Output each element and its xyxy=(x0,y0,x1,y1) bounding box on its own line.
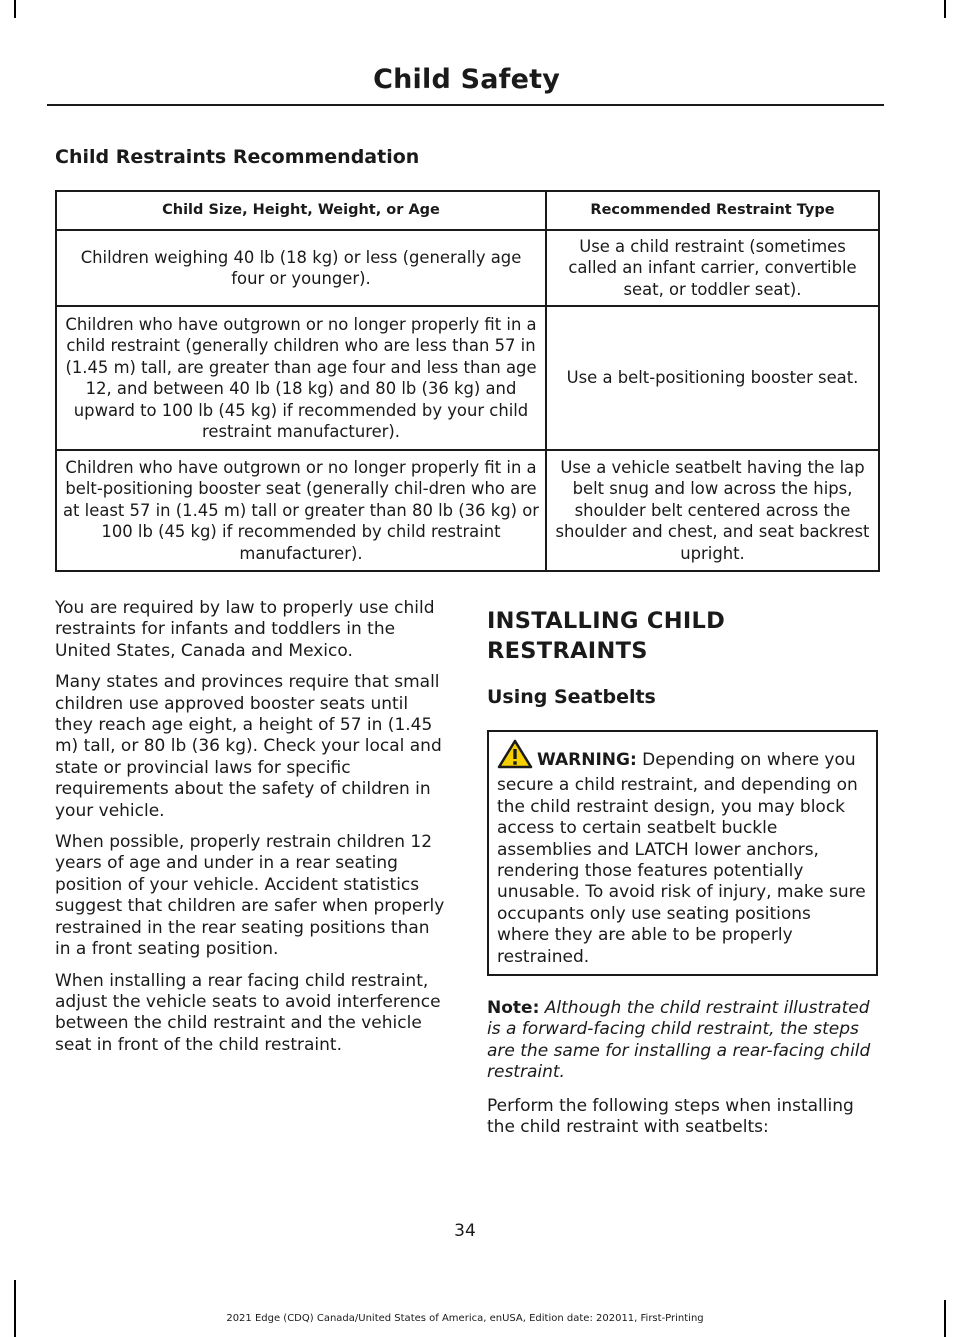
left-column xyxy=(55,598,450,1066)
table-cell-child-size: Children who have outgrown or no longer properly fit in a child restraint (generally children who are less than 57 in (1.45 m) tall, are greater than age four and less than age 12, and between 40 lb (18 kg) and 80 lb (36 kg) and upward to 100 lb (45 kg) if recommended by your child restraint manufacturer). xyxy=(56,306,546,450)
note-text: Although the child restraint illustrated is a forward-facing child restraint, the steps are the same for installing a rear-facing child restraint. xyxy=(487,998,871,1083)
crop-mark-top-right xyxy=(944,0,946,18)
section-heading-line2: RESTRAINTS xyxy=(487,638,648,664)
table-cell-restraint-type: Use a child restraint (sometimes called an infant carrier, convertible seat, or toddler seat). xyxy=(546,230,879,306)
column-header-restraint-type: Recommended Restraint Type xyxy=(546,191,879,230)
crop-mark-bottom-left xyxy=(14,1280,16,1337)
section-title: Child Restraints Recommendation xyxy=(55,146,420,168)
paragraph: When possible, properly restrain children 12 years of age and under in a rear seating position of your vehicle. Accident statistics suggest that children are safer when properly restrained in the rear seating positions than in a front seating position. xyxy=(55,832,445,960)
crop-mark-top-left xyxy=(14,0,16,18)
page-header-title: Child Safety xyxy=(373,64,560,95)
table-row xyxy=(56,306,879,450)
steps-intro: Perform the following steps when installing the child restraint with seatbelts: xyxy=(487,1095,854,1138)
column-header-child-size: Child Size, Height, Weight, or Age xyxy=(56,191,546,230)
warning-triangle-icon xyxy=(497,739,533,775)
table-cell-child-size: Children weighing 40 lb (18 kg) or less (generally age four or younger). xyxy=(56,230,546,306)
table-header-row xyxy=(56,191,879,230)
warning-box xyxy=(487,730,878,976)
table-row xyxy=(56,230,879,306)
note xyxy=(487,998,878,1084)
section-heading xyxy=(487,606,878,666)
paragraph: Many states and provinces require that small children use approved booster seats until they reach age eight, a height of 57 in (1.45 m) tall, or 80 lb (36 kg). Check your local and state or provincial laws for specific requirements about the safety of children in your vehicle. xyxy=(55,672,442,821)
paragraph: When installing a rear facing child restraint, adjust the vehicle seats to avoid interference between the child restraint and the vehicle seat in front of the child restraint. xyxy=(55,970,441,1055)
table-cell-restraint-type: Use a vehicle seatbelt having the lap belt snug and low across the hips, shoulder belt centered across the shoulder and chest, and seat backrest upright. xyxy=(546,450,879,571)
paragraph: You are required by law to properly use child restraints for infants and toddlers in the United States, Canada and Mexico. xyxy=(55,598,435,661)
right-column xyxy=(487,606,878,1149)
page-number: 34 xyxy=(454,1221,476,1241)
footer-text: 2021 Edge (CDQ) Canada/United States of America, enUSA, Edition date: 202011, First-Printing xyxy=(226,1313,704,1324)
crop-mark-bottom-right xyxy=(944,1300,946,1337)
section-heading-line1: INSTALLING CHILD xyxy=(487,608,726,634)
warning-text: Depending on where you secure a child restraint, and depending on the child restraint design, you may block access to certain seatbelt buckle assemblies and LATCH lower anchors, rendering those features potentially unusable. To avoid risk of injury, make sure occupants only use seating positions where they are able to be properly restrained. xyxy=(497,750,866,967)
subsection-heading: Using Seatbelts xyxy=(487,686,656,708)
recommendation-table xyxy=(55,190,880,572)
table-cell-restraint-type: Use a belt-positioning booster seat. xyxy=(546,306,879,450)
note-label: Note: xyxy=(487,998,540,1019)
table-cell-child-size: Children who have outgrown or no longer properly fit in a belt-positioning booster seat (generally chil-dren who are at least 57 in (1.45 m) tall or greater than 80 lb (36 kg) or 100 lb (45 kg) if recommended by child restraint manufacturer). xyxy=(56,450,546,571)
header-divider xyxy=(47,104,884,106)
table-row xyxy=(56,450,879,571)
warning-label: WARNING: xyxy=(537,750,637,770)
